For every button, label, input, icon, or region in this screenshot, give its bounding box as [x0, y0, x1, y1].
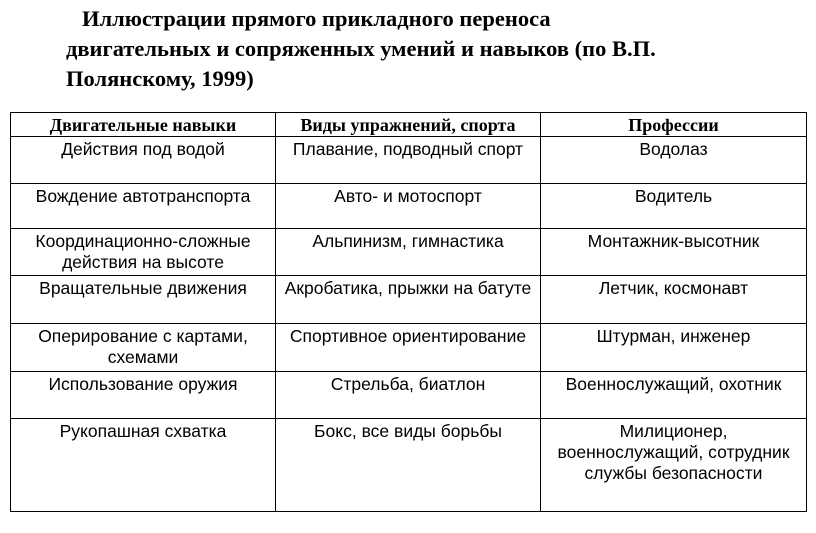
cell-sport: Плавание, подводный спорт	[276, 137, 541, 184]
cell-sport: Спортивное ориентирование	[276, 324, 541, 372]
cell-sport: Бокс, все виды борьбы	[276, 419, 541, 512]
cell-motor-skill: Рукопашная схватка	[11, 419, 276, 512]
cell-sport: Стрельба, биатлон	[276, 372, 541, 419]
title-line-2: двигательных и сопряженных умений и навыков (по В.П.	[66, 36, 656, 61]
header-motor-skills: Двигательные навыки	[11, 113, 276, 137]
cell-sport: Акробатика, прыжки на батуте	[276, 276, 541, 324]
table-row	[11, 276, 807, 324]
cell-sport: Альпинизм, гимнастика	[276, 229, 541, 276]
table-row	[11, 324, 807, 372]
table-row	[11, 372, 807, 419]
title-line-1: Иллюстрации прямого прикладного переноса	[82, 6, 551, 31]
skills-table	[10, 112, 807, 512]
table-row	[11, 137, 807, 184]
cell-sport: Авто- и мотоспорт	[276, 184, 541, 229]
table-header-row	[11, 113, 807, 137]
cell-profession: Милиционер, военнослужащий, сотрудник службы безопасности	[541, 419, 807, 512]
cell-profession: Летчик, космонавт	[541, 276, 807, 324]
table-row	[11, 229, 807, 276]
header-sports: Виды упражнений, спорта	[276, 113, 541, 137]
cell-profession: Водитель	[541, 184, 807, 229]
cell-profession: Военнослужащий, охотник	[541, 372, 807, 419]
cell-motor-skill: Вращательные движения	[11, 276, 276, 324]
cell-motor-skill: Использование оружия	[11, 372, 276, 419]
cell-profession: Водолаз	[541, 137, 807, 184]
table-row	[11, 419, 807, 512]
cell-motor-skill: Оперирование с картами, схемами	[11, 324, 276, 372]
cell-motor-skill: Действия под водой	[11, 137, 276, 184]
cell-motor-skill: Координационно-сложные действия на высоте	[11, 229, 276, 276]
table-row	[11, 184, 807, 229]
title-line-3: Полянскому, 1999)	[66, 66, 254, 91]
cell-profession: Монтажник-высотник	[541, 229, 807, 276]
header-professions: Профессии	[541, 113, 807, 137]
cell-profession: Штурман, инженер	[541, 324, 807, 372]
page-title	[66, 4, 806, 94]
cell-motor-skill: Вождение автотранспорта	[11, 184, 276, 229]
